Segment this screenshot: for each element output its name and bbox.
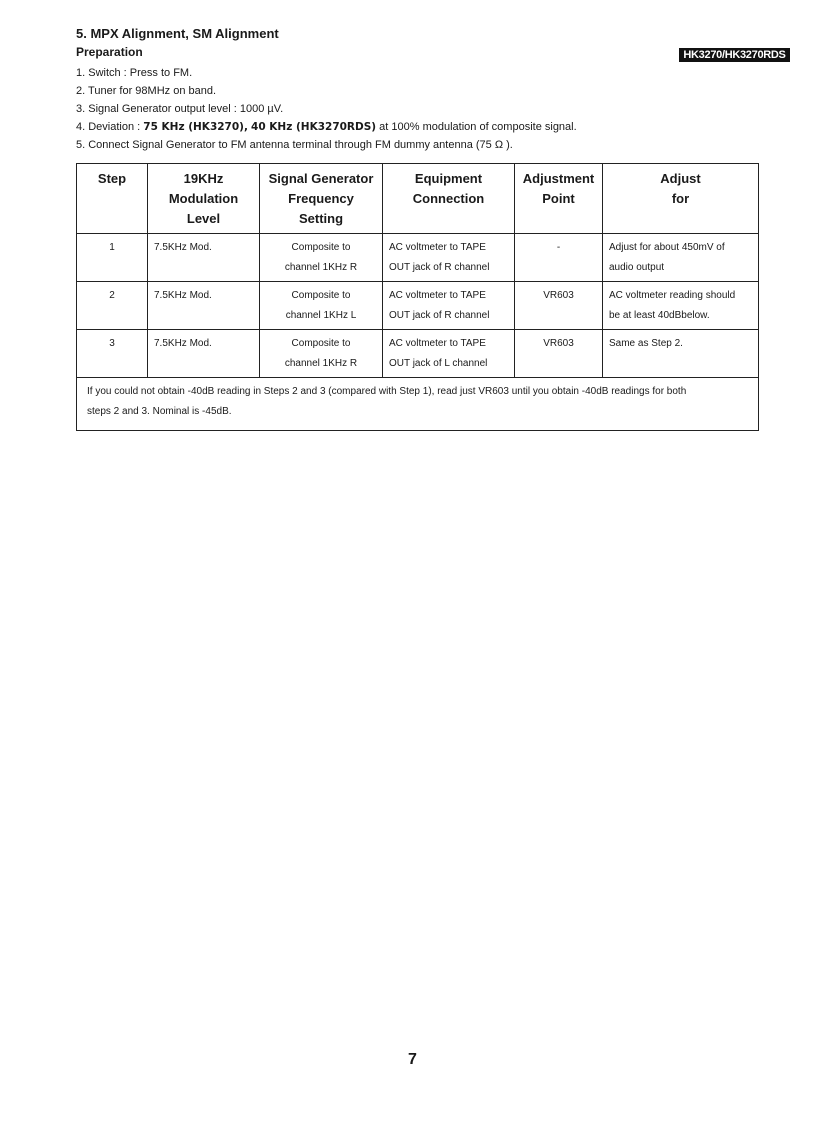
- cell-modulation: 7.5KHz Mod.: [148, 330, 260, 378]
- cell-adjustment-point: VR603: [515, 282, 603, 330]
- cell-adjustment-point: VR603: [515, 330, 603, 378]
- table-note-row: [77, 378, 759, 431]
- table-note: [77, 378, 759, 431]
- alignment-table: [76, 163, 759, 431]
- header-equipment-connection: Equipment Connection: [383, 164, 515, 234]
- header-modulation-level: 19KHz Modulation Level: [148, 164, 260, 234]
- note-line-1: If you could not obtain -40dB reading in Steps 2 and 3 (compared with Step 1), read just VR603 until you obtain -40dB readings for both: [87, 386, 687, 397]
- prep-step-5: 5. Connect Signal Generator to FM antenna terminal through FM dummy antenna (75 Ω ).: [76, 139, 513, 151]
- cell-signal-generator: Composite to channel 1KHz L: [260, 282, 383, 330]
- model-badge: HK3270/HK3270RDS: [679, 48, 790, 62]
- preparation-title: Preparation: [76, 45, 143, 59]
- cell-step: 1: [77, 234, 148, 282]
- handwritten-deviation-2: 40 KHz (HK3270RDS): [251, 121, 377, 133]
- cell-signal-generator: Composite to channel 1KHz R: [260, 330, 383, 378]
- prep-step-2: 2. Tuner for 98MHz on band.: [76, 85, 217, 97]
- prep-step-4-suffix: at 100% modulation of composite signal.: [376, 121, 577, 133]
- header-adjust-for: Adjust for: [603, 164, 759, 234]
- table-row: [77, 282, 759, 330]
- handwritten-deviation-1: 75 KHz (HK3270),: [143, 121, 248, 133]
- cell-adjust-for: Adjust for about 450mV of audio output: [603, 234, 759, 282]
- prep-step-4-prefix: 4. Deviation :: [76, 121, 144, 133]
- section-title: 5. MPX Alignment, SM Alignment: [76, 26, 279, 41]
- page-number: 7: [408, 1051, 417, 1068]
- table-row: [77, 330, 759, 378]
- prep-step-1: 1. Switch : Press to FM.: [76, 67, 193, 79]
- cell-step: 2: [77, 282, 148, 330]
- table-row: [77, 234, 759, 282]
- cell-signal-generator: Composite to channel 1KHz R: [260, 234, 383, 282]
- cell-modulation: 7.5KHz Mod.: [148, 282, 260, 330]
- cell-step: 3: [77, 330, 148, 378]
- cell-adjust-for: Same as Step 2.: [603, 330, 759, 378]
- cell-adjust-for: AC voltmeter reading should be at least 40dBbelow.: [603, 282, 759, 330]
- cell-equipment: AC voltmeter to TAPE OUT jack of R channel: [383, 234, 515, 282]
- cell-equipment: AC voltmeter to TAPE OUT jack of R channel: [383, 282, 515, 330]
- cell-modulation: 7.5KHz Mod.: [148, 234, 260, 282]
- preparation-list: [76, 64, 577, 154]
- note-line-2: steps 2 and 3. Nominal is -45dB.: [87, 406, 232, 417]
- header-adjustment-point: Adjustment Point: [515, 164, 603, 234]
- prep-step-4: [76, 118, 577, 136]
- header-step: Step: [77, 164, 148, 234]
- table-header-row: [77, 164, 759, 234]
- header-signal-generator: Signal Generator Frequency Setting: [260, 164, 383, 234]
- prep-step-3: 3. Signal Generator output level : 1000 µV.: [76, 103, 284, 115]
- cell-equipment: AC voltmeter to TAPE OUT jack of L channel: [383, 330, 515, 378]
- cell-adjustment-point: -: [515, 234, 603, 282]
